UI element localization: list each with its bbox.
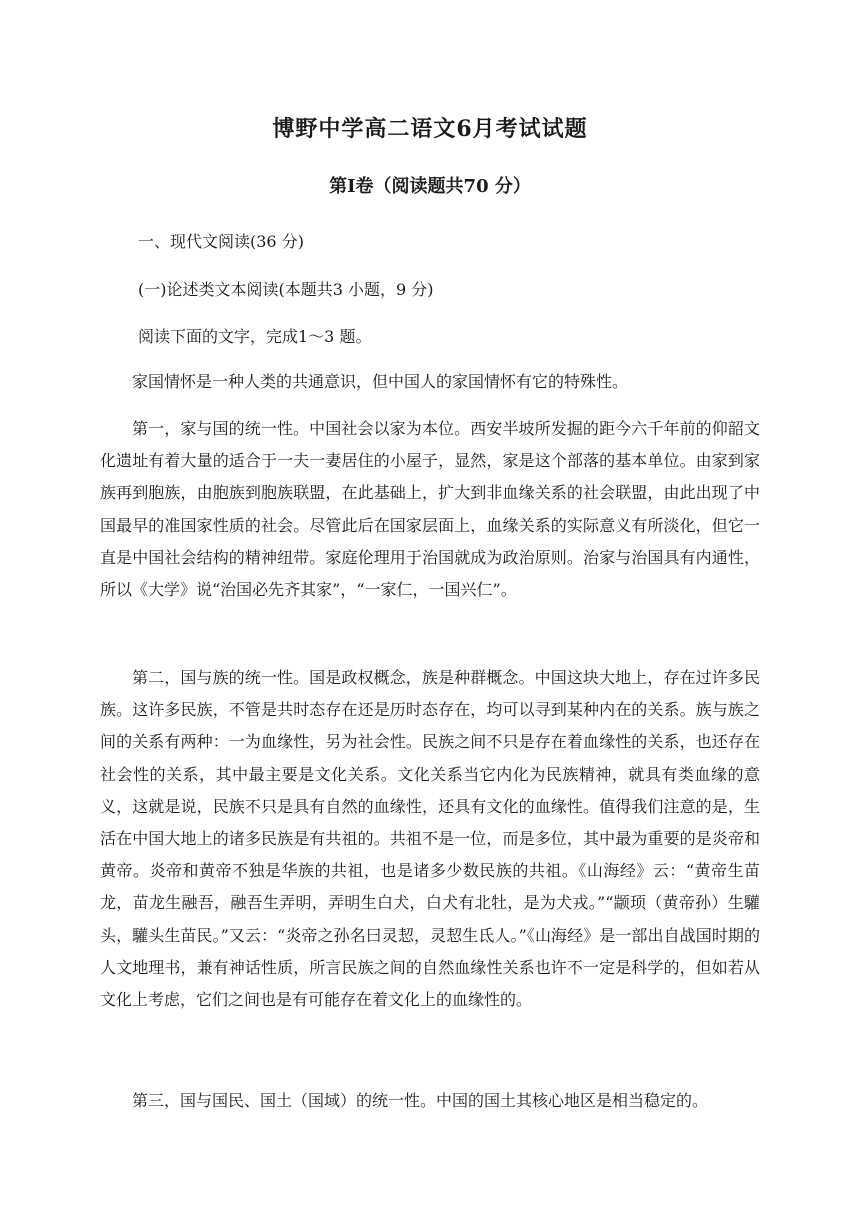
reading-instruction: 阅读下面的文字，完成1～3 题。 [138, 327, 372, 346]
paper-subtitle: 第Ⅰ卷（阅读题共70 分） [329, 176, 531, 197]
paragraph-second-point: 第二，国与族的统一性。国是政权概念，族是种群概念。中国这块大地上，存在过许多民族。这许多民族，不管是共时态存在还是历时态存在，均可以寻到某种内在的关系。族与族之间的关系有两种：一为血缘性，另为社会性。民族之间不只是存在着血缘性的关系，也还存在社会性的关系，其中最主要是文化关系。文化关系当它内化为民族精神，就具有类血缘的意义，这就是说，民族不只是具有自然的血缘性，还具有文化的血缘性。值得我们注意的是，生活在中国大地上的诸多民族是有共祖的。共祖不是一位，而是多位，其中最为重要的是炎帝和黄帝。炎帝和黄帝不独是华族的共祖，也是诸多少数民族的共祖。《山海经》云：“黄帝生苗龙，苗龙生融吾，融吾生弄明，弄明生白犬，白犬有北牡，是为犬戎。”“颛顼（黄帝孙）生驩头，驩头生苗民。”又云：“炎帝之孙名曰灵恝，灵恝生氐人。”《山海经》是一部出自战国时期的人文地理书，兼有神话性质，所言民族之间的自然血缘性关系也许不一定是科学的，但如若从文化上考虑，它们之间也是有可能存在着文化上的血缘性的。 [100, 668, 760, 1010]
paragraph-first-point: 第一，家与国的统一性。中国社会以家为本位。西安半坡所发掘的距今六千年前的仰韶文化遗址有着大量的适合于一夫一妻居住的小屋子，显然，家是这个部落的基本单位。由家到家族再到胞族，由胞族到胞族联盟，在此基础上，扩大到非血缘关系的社会联盟，由此出现了中国最早的准国家性质的社会。尽管此后在国家层面上，血缘关系的实际意义有所淡化，但它一直是中国社会结构的精神纽带。家庭伦理用于治国就成为政治原则。治家与治国具有内通性，所以《大学》说“治国必先齐其家”，“一家仁，一国兴仁”。 [100, 419, 760, 600]
exam-title: 博野中学高二语文6月考试试题 [272, 116, 588, 142]
section-heading: 一、现代文阅读(36 分) [138, 232, 304, 251]
subsection-heading: (一)论述类文本阅读(本题共3 小题，9 分) [138, 280, 434, 299]
paragraph-third-point: 第三，国与国民、国土（国域）的统一性。中国的国土其核心地区是相当稳定的。 [132, 1091, 709, 1110]
paragraph-intro: 家国情怀是一种人类的共通意识，但中国人的家国情怀有它的特殊性。 [132, 372, 629, 391]
